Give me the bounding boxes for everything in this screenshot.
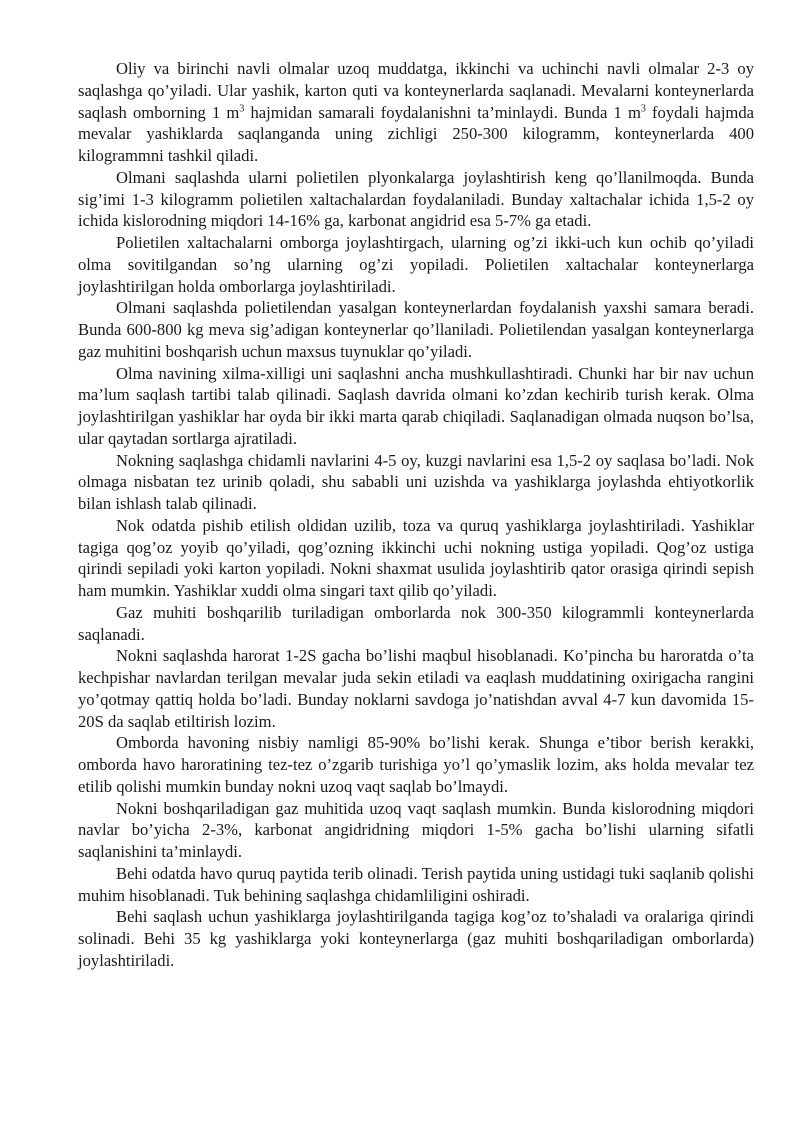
- paragraph: Polietilen xaltachalarni omborga joylashtirgach, ularning og’zi ikki-uch kun ochib qo’yiladi olma sovitilgandan so’ng ularning og’zi yopiladi. Polietilen xaltachalar konteynerlarga joylashtirilgan holda omborlarga joylashtiriladi.: [78, 233, 754, 296]
- paragraph: Omborda havoning nisbiy namligi 85-90% bo’lishi kerak. Shunga e’tibor berish kerakki, omborda havo haroratining tez-tez o’zgarib turishiga yo’l qo’ymaslik lozim, aks holda mevalar tez etilib qolishi mumkin bunday nokni uzoq vaqt saqlab bo’lmaydi.: [78, 733, 754, 796]
- paragraph: Nokning saqlashga chidamli navlarini 4-5 oy, kuzgi navlarini esa 1,5-2 oy saqlasa bo’ladi. Nok olmaga nisbatan tez urinib qoladi, shu sababli uni uzishda va yashiklarga joylashda ehtiyotkorlik bilan ishlash talab qilinadi.: [78, 450, 754, 513]
- paragraph: Behi saqlash uchun yashiklarga joylashtirilganda tagiga kog’oz to’shaladi va oralariga qirindi solinadi. Behi 35 kg yashiklarga yoki konteynerlarga (gaz muhiti boshqariladigan omborlarda) joylashtiriladi.: [78, 907, 754, 970]
- paragraph: Nokni boshqariladigan gaz muhitida uzoq vaqt saqlash mumkin. Bunda kislorodning miqdori navlar bo’yicha 2-3%, karbonat angidridning miqdori 1-5% gacha bo’lishi ularning sifatli saqlanishini ta’minlaydi.: [78, 798, 754, 861]
- paragraph: [78, 58, 754, 167]
- paragraph: Olmani saqlashda ularni polietilen plyonkalarga joylashtirish keng qo’llanilmoqda. Bunda sig’imi 1-3 kilogramm polietilen xaltachalardan foydalaniladi. Bunday xaltachalar ichida 1,5-2 oy ichida kislorodning miqdori 14-16% ga, karbonat angidrid esa 5-7% ga etadi.: [78, 167, 754, 231]
- paragraph-text: Oliy va birinchi navli olmalar uzoq muddatga, ikkinchi va uchinchi navli olmalar 2-3 oy saqlashga qo’yiladi. Ular yashik, karton quti va konteynerlarda saqlanadi. Mevalarni konteynerlarda saqlash omborning 1 m: [78, 59, 754, 122]
- paragraph: Olma navining xilma-xilligi uni saqlashni ancha mushkullashtiradi. Chunki har bir nav uchun ma’lum saqlash tartibi talab qilinadi. Saqlash davrida olmani ko’zdan kechirib turish kerak. Olma joylashtirilgan yashiklar har oyda bir ikki marta qarab chiqiladi. Saqlanadigan olmada nuqson bo’lsa, ular qaytadan sortlarga ajratiladi.: [78, 363, 754, 448]
- paragraph-text: foydali hajmda mevalar yashiklarda saqlanganda uning zichligi 250-300 kilogramm, konteynerlarda 400 kilogrammni tashkil qiladi.: [78, 102, 755, 165]
- paragraph: Olmani saqlashda polietilendan yasalgan konteynerlardan foydalanish yaxshi samara beradi. Bunda 600-800 kg meva sig’adigan konteynerlar qo’llaniladi. Polietilendan yasalgan konteynerlarga gaz muhitini boshqarish uchun maxsus tuynuklar qo’yiladi.: [78, 298, 754, 361]
- superscript: 3: [239, 102, 245, 114]
- paragraph: Nok odatda pishib etilish oldidan uzilib, toza va quruq yashiklarga joylashtiriladi. Yashiklar tagiga qog’oz yoyib qo’yiladi, qog’ozning ikkinchi uchi nokning ustiga yopiladi. Qog’oz ustiga qirindi sepiladi yoki karton yopiladi. Nokni shaxmat usulida joylashtirib qator orasiga qirindi sepish ham mumkin. Yashiklar xuddi olma singari taxt qilib qo’yiladi.: [78, 515, 754, 600]
- paragraph-text: hajmidan samarali foydalanishni ta’minlaydi. Bunda 1 m: [244, 102, 641, 122]
- paragraph: Behi odatda havo quruq paytida terib olinadi. Terish paytida uning ustidagi tuki saqlanib qolishi muhim hisoblanadi. Tuk behining saqlashga chidamliligini oshiradi.: [78, 863, 754, 905]
- superscript: 3: [640, 102, 646, 114]
- document-page: [78, 58, 754, 972]
- paragraph: Gaz muhiti boshqarilib turiladigan omborlarda nok 300-350 kilogrammli konteynerlarda saqlanadi.: [78, 602, 754, 644]
- paragraph: Nokni saqlashda harorat 1-2S gacha bo’lishi maqbul hisoblanadi. Ko’pincha bu haroratda o’ta kechpishar navlardan terilgan mevalar juda sekin etiladi va eaqlash muddatining oxirigacha rangini yo’qotmay qattiq holda bo’ladi. Bunday noklarni savdoga jo’natishdan avval 4-7 kun davomida 15-20S da saqlab etiltirish lozim.: [78, 646, 754, 731]
